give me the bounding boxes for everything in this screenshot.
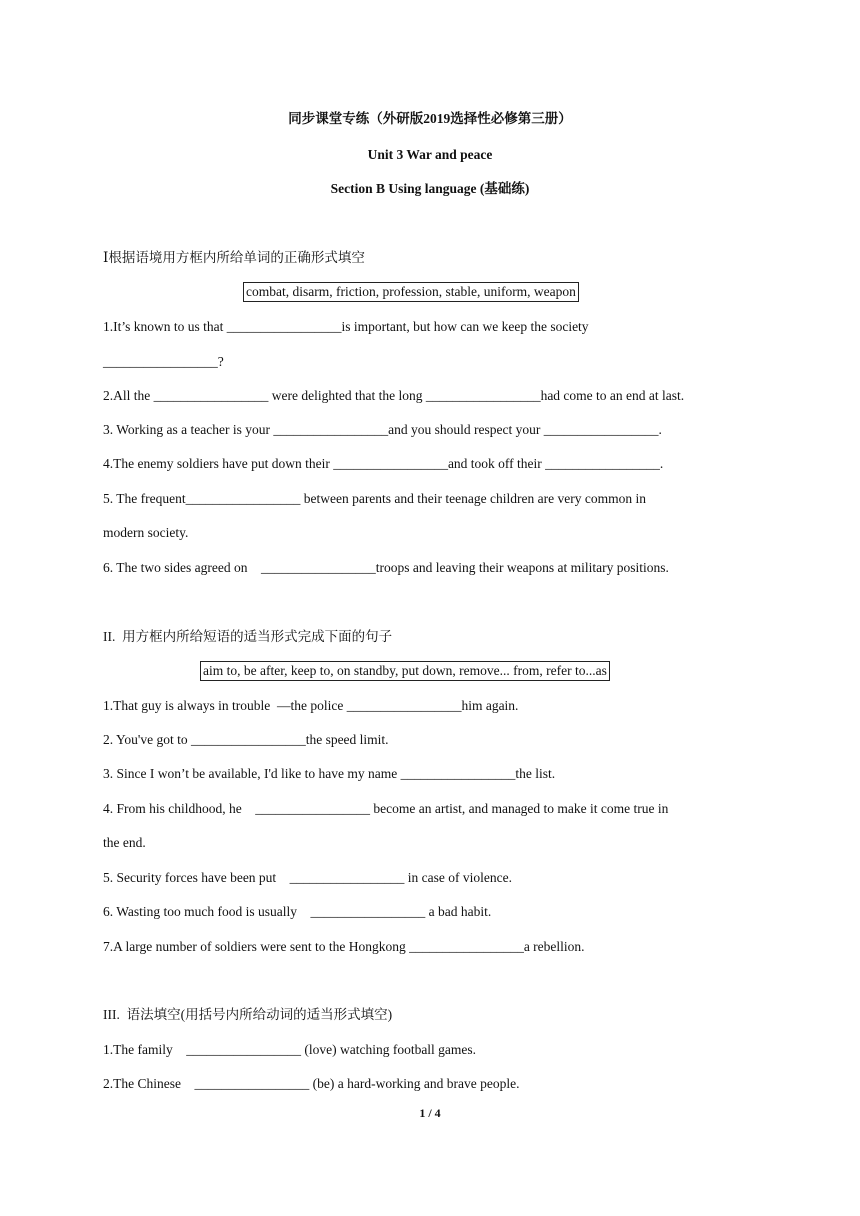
part1-line: 3. Working as a teacher is your _________________and you should respect your _________________. bbox=[103, 422, 662, 437]
part1-line: 2.All the _________________ were delighted that the long _________________had come to an end at last. bbox=[103, 388, 685, 403]
part1-line: 1.It’s known to us that _________________is important, but how can we keep the society bbox=[103, 319, 589, 334]
part2-line: 1.That guy is always in trouble —the police _________________him again. bbox=[103, 698, 519, 713]
part2-line: 3. Since I won’t be available, I'd like to have my name _________________the list. bbox=[103, 766, 556, 781]
unit-title: Unit 3 War and peace bbox=[367, 147, 493, 162]
part2-line: 4. From his childhood, he _________________ become an artist, and managed to make it come true in bbox=[103, 801, 669, 816]
part1-line: _________________? bbox=[103, 354, 224, 369]
part2-line: 7.A large number of soldiers were sent to the Hongkong _________________a rebellion. bbox=[103, 939, 585, 954]
part1-line: 4.The enemy soldiers have put down their _________________and took off their _________________. bbox=[103, 456, 664, 471]
part1-line: 6. The two sides agreed on _________________troops and leaving their weapons at military positions. bbox=[103, 560, 669, 575]
part3-line: 1.The family _________________ (love) watching football games. bbox=[103, 1042, 477, 1057]
part3-line: 2.The Chinese _________________ (be) a hard-working and brave people. bbox=[103, 1076, 520, 1091]
part1-word-box: combat, disarm, friction, profession, stable, uniform, weapon bbox=[243, 282, 579, 302]
part2-heading: II. 用方框内所给短语的适当形式完成下面的句子 bbox=[103, 629, 393, 644]
part2-phrase-box: aim to, be after, keep to, on standby, put down, remove... from, refer to...as bbox=[200, 661, 610, 681]
part1-line: 5. The frequent_________________ between parents and their teenage children are very common in bbox=[103, 491, 646, 506]
part2-line: 5. Security forces have been put _________________ in case of violence. bbox=[103, 870, 513, 885]
part3-heading: III. 语法填空(用括号内所给动词的适当形式填空) bbox=[103, 1007, 393, 1022]
part1-heading: Ⅰ根据语境用方框内所给单词的正确形式填空 bbox=[103, 250, 365, 265]
part1-line: modern society. bbox=[103, 525, 189, 540]
section-title: Section B Using language (基础练) bbox=[330, 181, 530, 196]
page-number: 1 / 4 bbox=[419, 1106, 441, 1120]
doc-title: 同步课堂专练（外研版2019选择性必修第三册） bbox=[288, 111, 572, 126]
part2-line: 2. You've got to _________________the speed limit. bbox=[103, 732, 389, 747]
part2-line: the end. bbox=[103, 835, 146, 850]
part2-line: 6. Wasting too much food is usually _________________ a bad habit. bbox=[103, 904, 492, 919]
